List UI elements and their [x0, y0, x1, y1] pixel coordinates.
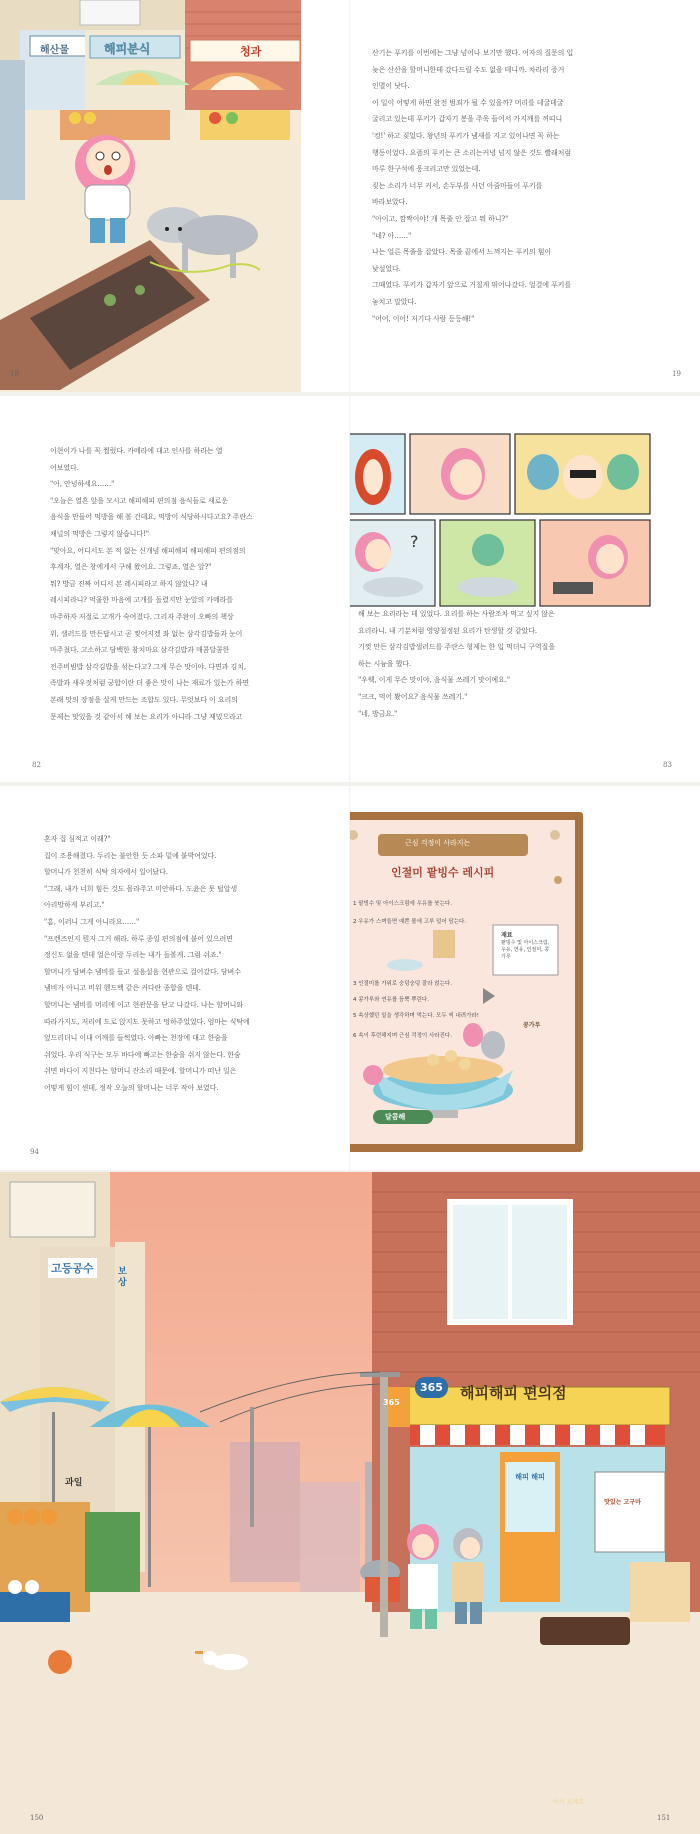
page-number-right: 151: [657, 1814, 671, 1822]
badge-label: 달콤해: [385, 1113, 406, 1121]
recipe-card-inner: [350, 820, 575, 1144]
text-line: "프렌즈인지 뭔지 그거 해라. 하루 종일 편의점에 붙어 있으려면: [44, 934, 233, 943]
svg-text:?: ?: [410, 532, 419, 551]
recipe-title: 인절미 팥빙수 레시피: [391, 866, 495, 879]
text-line: 족발과 새우젓처럼 궁합이란 더 좋은 맛이 나는 재료가 있는가 하면: [50, 679, 249, 688]
welcome-mat-text: 어서 오세요: [553, 1799, 585, 1806]
spread-pages-82-83: [0, 396, 700, 782]
street-scene-art: [0, 1172, 700, 1834]
body-text: [372, 45, 573, 327]
ingredients-text: 팥빙수 및 아이스크림, 우유, 연유, 인절미, 콩가루: [501, 940, 550, 960]
page-95: [350, 786, 700, 1170]
gutter: [349, 0, 351, 392]
recipe-step: 5 속상했던 일을 생각하며 먹는다. 모두 씩 내려가라!: [353, 1013, 479, 1019]
text-line: 할머니가 천천히 식탁 의자에서 일어났다.: [44, 868, 168, 877]
text-line: 굴리고 있는데 푸키가 갑자기 봉을 주욱 들어서 가지깨를 꺼띠니: [372, 115, 563, 124]
text-line: 본래 맛의 장점을 살게 만드는 조합도 있다. 무엇보다 이 요리의: [50, 695, 238, 704]
text-line: 나는 얼른 목줄을 잡았다. 목줄 끝에서 느껴지는 푸키의 힘이: [372, 248, 552, 257]
text-line: "크크, 먹어 봤어요? 음식물 쓰레기.": [358, 692, 468, 701]
text-line: 이 일이 어떻게 하면 완전 범죄가 될 수 있을까? 머리를 데굴데굴: [372, 98, 564, 107]
page-94: [0, 786, 350, 1170]
page-82: [0, 396, 350, 782]
text-line: 인멸이 낫다.: [372, 82, 410, 91]
text-line: "그래, 내가 너희 힘든 것도 몰라주고 미안하다. 도윤은 못 털알생: [44, 884, 238, 893]
text-line: 음식을 만들어 먹방을 해 볼 건데요, 먹방이 식당하시다고요? 주란스: [50, 513, 253, 522]
recipe-step: 2 우유가 스며들면 예쁜 볼에 고루 덜어 담는다.: [353, 919, 467, 925]
ingredients-title: 재료: [501, 932, 513, 939]
body-text: [44, 831, 250, 1097]
text-line: 엎드리더니 이내 어깨를 들썩였다. 아빠는 천장에 대고 한숨을: [44, 1034, 228, 1043]
text-line: 이현이가 나를 꼭 찔렀다. 카메라에 대고 인사를 하라는 열: [50, 447, 223, 455]
text-line: 마주하자 저절로 고개가 숙여졌다. 그리자 주완이 오빠의 책상: [50, 612, 234, 621]
recipe-step: 3 인절미를 가위로 숭덩숭덩 잘라 얹는다.: [353, 981, 452, 987]
text-line: 위, 샐러드를 만든답시고 곧 찢어지겠 좌 없는 삼각김밥들과 눈이: [50, 629, 243, 638]
market-illustration: [0, 0, 301, 392]
page-number-left: 150: [30, 1814, 44, 1822]
text-line: 산기는 푸키를 이번에는 그냥 넘어나 보기만 했다. 여자의 질문의 입: [372, 49, 574, 57]
sign-snack-bar: 해피분식: [104, 42, 151, 56]
text-line: 할머니는 냄비를 머리에 이고 현관문을 닫고 나갔다. 나는 할머니와: [44, 1000, 243, 1009]
text-line: 따라가지도, 저리에 도로 앉지도 못하고 멍하주었었다. 엄마는 식탁에: [44, 1017, 250, 1026]
store-name-sign: 해피해피 편의점: [460, 1384, 567, 1402]
page-18: [0, 0, 350, 392]
body-text: [358, 606, 555, 722]
text-line: 할머니가 담벼수 냄비를 들고 설음설음 현관으로 걸어갔다. 담벼수: [44, 967, 241, 976]
page-number: 19: [672, 370, 681, 378]
recipe-step: 6 속이 후련해지며 근심 걱정이 사라진다.: [353, 1033, 452, 1039]
comic-panels: [350, 432, 653, 610]
text-line: "오늘은 열흔 앞을 모시고 해피해피 편의점 음식들로 새로운: [50, 496, 228, 505]
text-line: 기껏 만든 삼각김밥샐러드를 주란스 형제는 한 입 먹더니 구역질을: [358, 643, 555, 652]
text-line: 늦은 산산을 할머니한테 갔다드릴 수도 없을 테니까. 차라리 증거: [372, 65, 565, 74]
text-line: 행동이었다. 요즘의 푸키는 큰 소리는커녕 넘지 않은 것도 빨래처럼: [372, 148, 571, 157]
text-line: 마루 한구석에 웅크리고만 있었는데.: [372, 165, 481, 174]
text-line: "네, 방금요.": [358, 709, 398, 718]
spread-pages-18-19: [0, 0, 700, 392]
page-83: [350, 396, 700, 782]
sweet-potato-poster: 맛있는 고구마: [604, 1499, 641, 1506]
street-illustration: [0, 1172, 700, 1834]
text-line: 아리망하게 부리고.": [44, 901, 105, 910]
text-line: 혼자 집 심적고 이래?": [44, 835, 111, 843]
text-line: 채널의 먹방은 그렇지 않습니다!": [50, 529, 149, 538]
recipe-subtitle: 근심 걱정이 사라지는: [405, 839, 471, 847]
text-line: 어보였다.: [50, 463, 79, 472]
sign-seafood: 해산물: [40, 45, 69, 56]
page-number: 82: [32, 761, 41, 769]
text-line: "흠, 이러니 그게 아니라요……": [44, 917, 140, 926]
text-line: "어어, 이어! 저기다 사람 등등해!": [372, 314, 475, 323]
spread-pages-150-151: [0, 1172, 700, 1834]
spread-pages-94-95: [0, 786, 700, 1170]
text-line: 짖는 소리가 너무 커서, 손두부를 사던 아줌마들이 푸키를: [372, 181, 543, 190]
text-line: "아이고, 깜짝이야! 개 목줄 안 잡고 뭐 하니?": [372, 214, 509, 223]
gutter: [349, 786, 351, 1170]
sign-vertical: 보상: [118, 1267, 127, 1288]
text-line: 쉬었다. 우리 식구는 모두 바다에 빠고는 한숨을 쉬지 않는다. 한숨: [44, 1050, 241, 1059]
sign-left-shop: 고등공수: [48, 1258, 97, 1278]
text-line: 해 보는 요리라는 데 있었다. 요리를 하는 사람조차 먹고 싶지 않은: [358, 610, 555, 618]
text-line: 레시피라니? 억울한 마음에 고개를 돌렸지만 눈앞의 카메라를: [50, 596, 233, 605]
text-line: "맞아요, 어디서도 본 적 없는 신개념 해피해피 해피해피 편의점의: [50, 546, 246, 555]
store-number-badge: 365: [415, 1377, 448, 1398]
text-line: 냄비가 아니고 비워 헨드백 같은 커다란 종합을 텐데.: [44, 984, 201, 993]
text-line: 집이 조용해졌다. 두리는 불안한 듯 소파 밑에 붙박여었다.: [44, 851, 217, 860]
text-line: "아, 안녕하세요……": [50, 480, 115, 489]
text-line: 요리라니. 내 기분처럼 영양절정된 요리가 탄생할 것 같았다.: [358, 626, 538, 635]
text-line: 놓치고 말았다.: [372, 297, 417, 306]
text-line: 후계자, 열은 창에게서 구해 왔어요. 그렇죠, 열은 앞?": [50, 563, 212, 572]
text-line: '컹!' 하고 짖었다. 왕년의 푸키가 냄새를 지고 있어나면 꼭 하는: [372, 131, 560, 140]
door-sign: 해피 해피: [515, 1473, 545, 1481]
text-line: 하는 시늉을 했다.: [358, 659, 412, 668]
page-19: [350, 0, 700, 392]
text-line: "네? 아……": [372, 231, 412, 240]
text-line: 마주쳤다. 고소하고 담백한 참치마요 삼각김밥과 매콤달콤한: [50, 646, 230, 655]
recipe-card: [350, 812, 583, 1152]
text-line: 전주비빔밥 삼각김밥을 섞는다고? 그게 무슨 맛이야. 다면과 김치,: [50, 662, 246, 671]
gutter: [349, 396, 351, 782]
comic-strip-art: [350, 432, 653, 610]
store-number-side: 365: [383, 1398, 400, 1407]
sign-fruit-shop: 청과: [240, 45, 262, 58]
sign-fruit: 과일: [65, 1478, 83, 1488]
page-number: 18: [10, 370, 19, 378]
page-number: 83: [663, 761, 672, 769]
text-line: 바라보았다.: [372, 198, 408, 207]
text-line: 뭐? 방금 진짜 어디서 본 레시피라고 하지 않았나? 내: [50, 579, 208, 588]
body-text: [50, 443, 253, 725]
text-line: 어떻게 힘이 센데, 정작 오늘의 할머니는 너무 작아 보였다.: [44, 1083, 219, 1092]
recipe-step: 4 콩가루와 연유를 듬뿍 뿌린다.: [353, 997, 429, 1003]
recipe-step: 1 팥빙수 및 아이스크림에 우유를 붓는다.: [353, 901, 452, 907]
text-line: "우웩, 이게 무슨 맛이야, 음식물 쓰레기 맛이예요.": [358, 676, 510, 685]
text-line: 문제는 맛있을 것 같아서 해 보는 요리가 아니라 그냥 재밌으라고: [50, 712, 243, 721]
dog-speech-label: 콩가루: [523, 1022, 541, 1029]
text-line: 그때였다. 푸키가 갑자기 앞으로 거칠게 뛰어나갔다. 얼결에 푸키를: [372, 281, 571, 290]
text-line: 쉬면 바다이 지친다는 할머니 잔소리 때문에. 할머니가 떠난 일은: [44, 1067, 237, 1076]
text-line: 정신도 없을 텐데 얼은이랑 두리는 내가 돌볼게. 그럼 쉬죠.": [44, 951, 222, 960]
text-line: 낯설었다.: [372, 264, 401, 273]
page-number: 94: [30, 1148, 39, 1156]
